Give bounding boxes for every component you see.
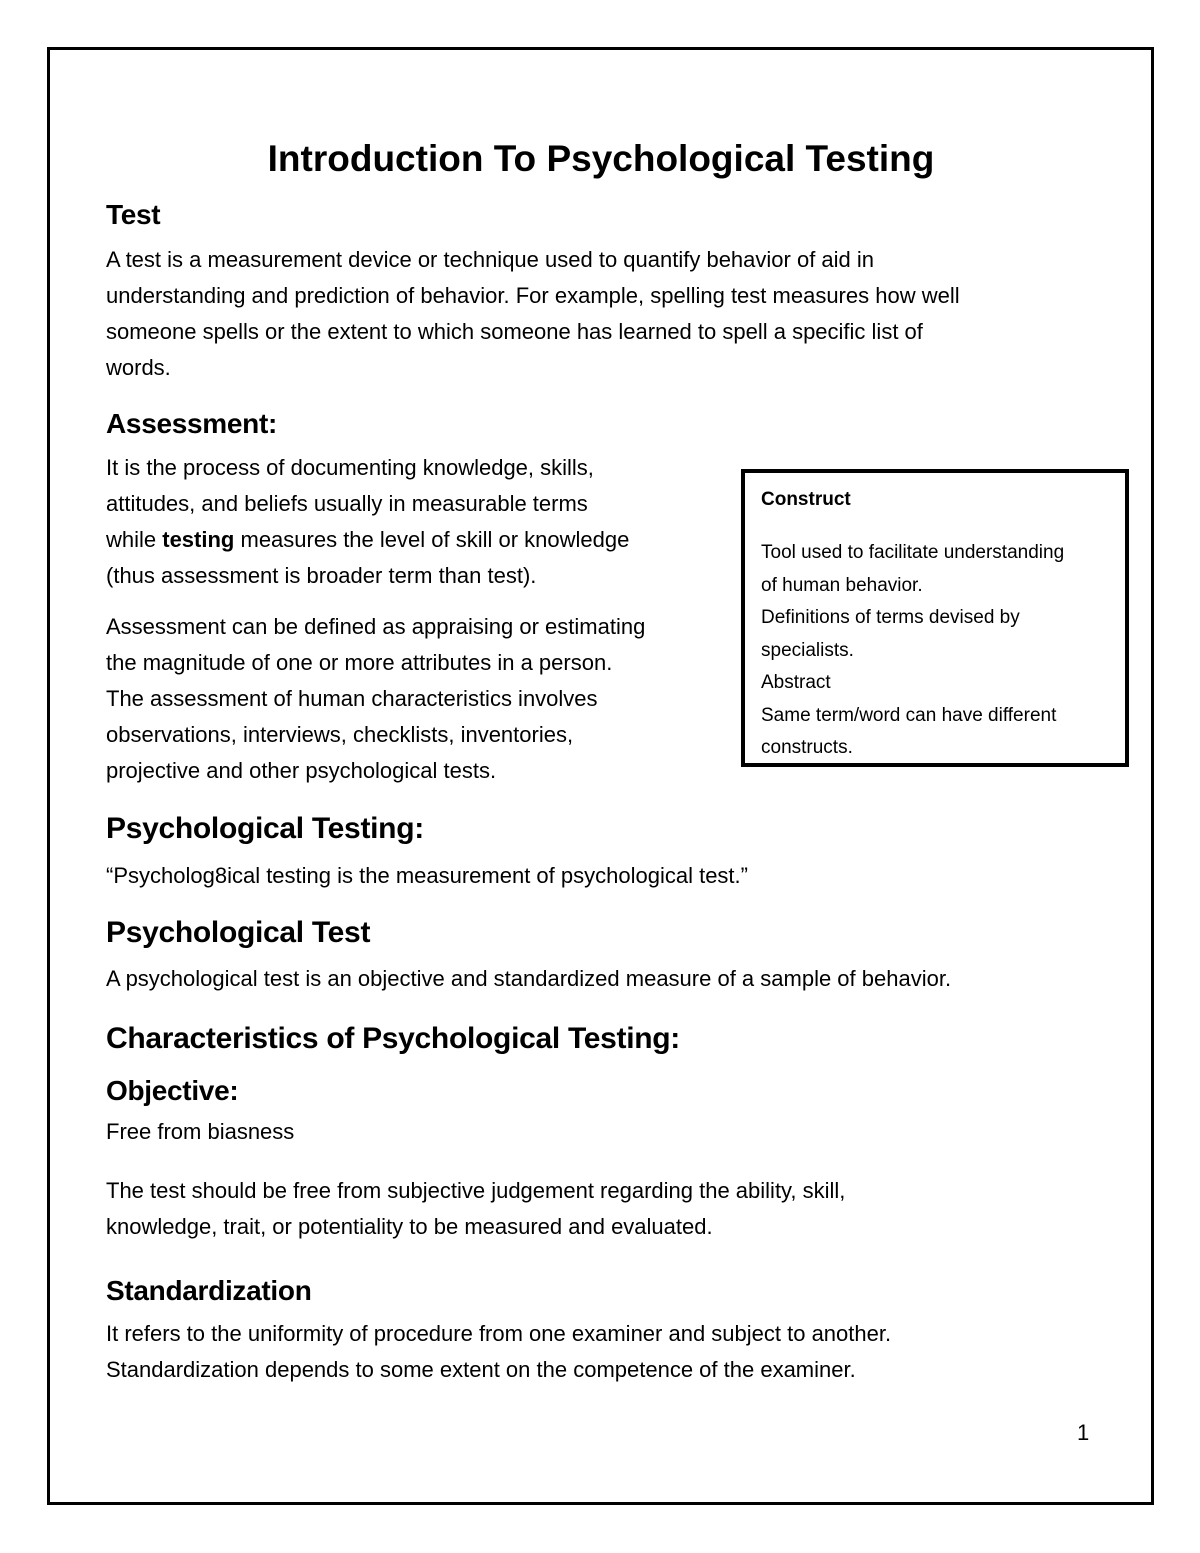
test-heading: Test: [106, 199, 161, 230]
text-fragment: while: [106, 527, 163, 552]
psychological-testing-heading: Psychological Testing:: [106, 812, 424, 845]
text-line: understanding and prediction of behavior. For example, spelling test measures how well: [106, 283, 960, 308]
assessment-heading: Assessment:: [106, 408, 278, 439]
text-line: observations, interviews, checklists, inventories,: [106, 722, 574, 747]
text-line: It refers to the uniformity of procedure from one examiner and subject to another.: [106, 1321, 892, 1346]
assessment-paragraph-2: [106, 609, 645, 789]
construct-box: [741, 469, 1129, 767]
assessment-paragraph-1: [106, 450, 629, 594]
text-line: knowledge, trait, or potentiality to be measured and evaluated.: [106, 1214, 713, 1239]
construct-line: Tool used to facilitate understanding: [761, 542, 1065, 563]
page-title: Introduction To Psychological Testing: [267, 138, 935, 179]
text-line: (thus assessment is broader term than test).: [106, 563, 537, 588]
page-number: 1: [1077, 1420, 1090, 1445]
text-line: projective and other psychological tests.: [106, 758, 497, 783]
construct-line: Definitions of terms devised by: [761, 607, 1020, 628]
text-line: Standardization depends to some extent on the competence of the examiner.: [106, 1357, 856, 1382]
text-line: A test is a measurement device or technique used to quantify behavior of aid in: [106, 247, 875, 272]
construct-line: of human behavior.: [761, 574, 923, 596]
test-paragraph: [106, 242, 960, 386]
psychological-test-heading: Psychological Test: [106, 916, 371, 949]
characteristics-heading: Characteristics of Psychological Testing:: [106, 1022, 680, 1055]
text-line: [106, 522, 629, 558]
text-line: the magnitude of one or more attributes in a person.: [106, 650, 613, 675]
psychological-test-definition: A psychological test is an objective and standardized measure of a sample of behavior.: [106, 966, 952, 991]
psychological-testing-quote: “Psycholog8ical testing is the measurement of psychological test.”: [106, 863, 748, 888]
text-line: The test should be free from subjective judgement regarding the ability, skill,: [106, 1178, 846, 1203]
standardization-heading: Standardization: [106, 1275, 312, 1306]
construct-heading: Construct: [761, 489, 851, 510]
construct-line: specialists.: [761, 639, 854, 661]
objective-heading: Objective:: [106, 1075, 239, 1106]
construct-line: Same term/word can have different: [761, 704, 1057, 726]
text-line: words.: [106, 355, 171, 380]
text-line: attitudes, and beliefs usually in measurable terms: [106, 491, 588, 516]
text-fragment: measures the level of skill or knowledge: [234, 527, 630, 552]
construct-line: Abstract: [761, 672, 831, 693]
construct-line: constructs.: [761, 737, 853, 758]
objective-paragraph: [106, 1173, 845, 1245]
objective-summary: Free from biasness: [106, 1119, 295, 1144]
text-line: The assessment of human characteristics involves: [106, 686, 598, 711]
bold-term-testing: testing: [162, 527, 235, 552]
text-line: Assessment can be defined as appraising or estimating: [106, 614, 646, 639]
standardization-paragraph: [106, 1316, 891, 1388]
text-line: It is the process of documenting knowledge, skills,: [106, 455, 594, 480]
text-line: someone spells or the extent to which someone has learned to spell a specific list of: [106, 319, 923, 344]
